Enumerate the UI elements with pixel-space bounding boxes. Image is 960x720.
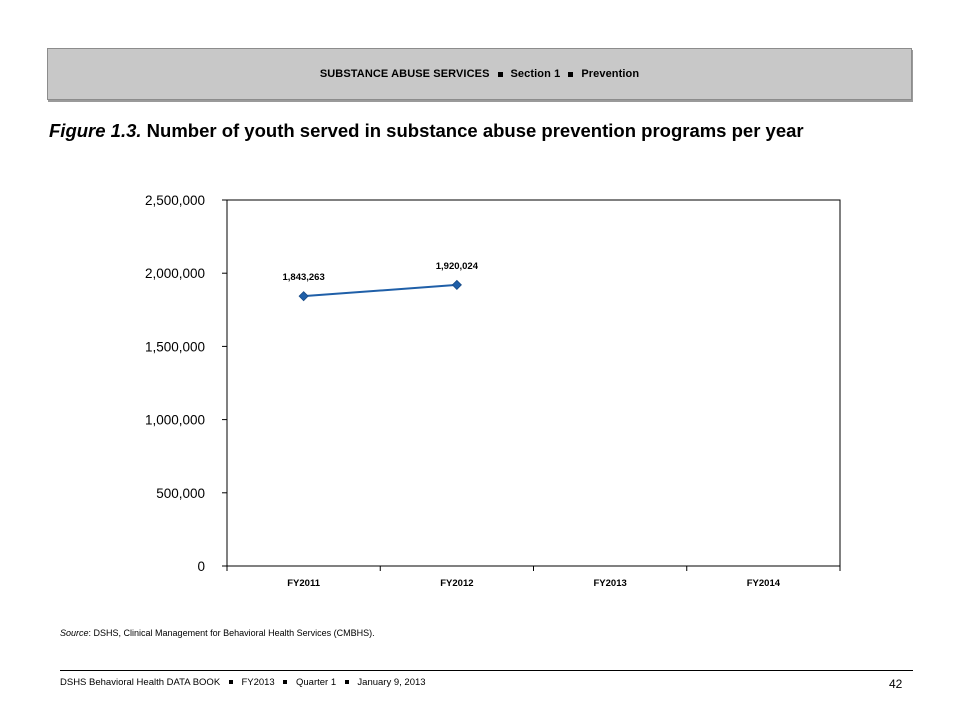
plot-area-border xyxy=(227,200,840,566)
header-section-number: Section 1 xyxy=(510,68,561,80)
x-tick-label: FY2013 xyxy=(593,578,627,589)
data-point-marker xyxy=(452,280,461,289)
footer-publication: DSHS Behavioral Health DATA BOOK xyxy=(60,677,221,688)
data-point-marker xyxy=(299,292,308,301)
figure-label: Figure 1.3. xyxy=(49,120,142,141)
bullet-separator-icon xyxy=(283,680,287,684)
footer xyxy=(60,677,426,688)
y-tick-label: 2,000,000 xyxy=(144,266,205,282)
header-section-name: SUBSTANCE ABUSE SERVICES xyxy=(319,68,490,80)
footer-fiscal-year: FY2013 xyxy=(241,677,275,688)
footer-quarter: Quarter 1 xyxy=(296,677,337,688)
y-tick-label: 500,000 xyxy=(156,485,205,501)
footer-date: January 9, 2013 xyxy=(357,677,426,688)
bullet-separator-icon xyxy=(345,680,349,684)
bullet-separator-icon xyxy=(229,680,233,684)
header-section-topic: Prevention xyxy=(581,68,640,80)
page-number: 42 xyxy=(889,677,903,691)
y-tick-label: 2,500,000 xyxy=(144,193,205,208)
x-tick-label: FY2012 xyxy=(440,578,474,589)
series-line xyxy=(304,285,457,296)
x-tick-label: FY2011 xyxy=(287,578,320,589)
y-tick-label: 1,000,000 xyxy=(144,412,205,428)
source-note xyxy=(60,628,375,638)
source-label: Source xyxy=(60,628,89,638)
y-tick-label: 1,500,000 xyxy=(144,339,205,355)
x-tick-label: FY2014 xyxy=(746,578,781,589)
y-tick-label: 0 xyxy=(197,559,205,574)
figure-title-text: Number of youth served in substance abuse prevention programs per year xyxy=(146,120,804,141)
footer-divider xyxy=(60,670,913,671)
data-label: 1,920,024 xyxy=(435,260,479,272)
source-text: : DSHS, Clinical Management for Behavioral Health Services (CMBHS). xyxy=(88,628,375,638)
data-label: 1,843,263 xyxy=(282,272,325,284)
